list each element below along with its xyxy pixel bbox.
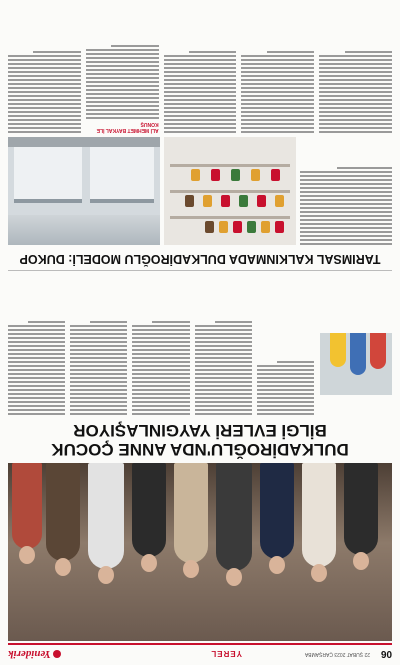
logo-mark-icon — [53, 650, 61, 658]
photo-person — [88, 463, 124, 569]
photo-person — [46, 463, 80, 561]
logo-text: Yeniderik — [8, 648, 51, 660]
bottom-story-mall-photo — [8, 137, 160, 245]
subhead: ALİ MEHMET BAYKAL İLE KONUŞ — [96, 121, 159, 133]
text-column — [257, 275, 314, 415]
photo-person — [132, 463, 166, 557]
masthead — [8, 643, 392, 659]
top-story-body — [8, 275, 392, 415]
text-column — [8, 275, 65, 415]
bottom-story-body — [8, 7, 392, 133]
text-column — [319, 7, 392, 133]
photo-person — [216, 463, 252, 571]
headline-line-2: BİLGİ EVLERİ YAYGINLAŞIYOR — [73, 421, 327, 440]
issue-date: 22 ŞUBAT 2023 ÇARŞAMBA — [304, 651, 370, 657]
text-column — [195, 275, 252, 415]
photo-person — [12, 463, 42, 549]
top-story-photo — [8, 463, 392, 641]
text-column — [86, 7, 159, 133]
text-column — [164, 7, 237, 133]
text-column — [70, 275, 127, 415]
photo-person — [302, 463, 336, 567]
section-label: YEREL — [210, 649, 242, 658]
top-story-headline — [8, 421, 392, 459]
bottom-story-store-photo — [164, 137, 296, 245]
text-column — [8, 7, 81, 133]
newspaper-logo — [8, 648, 61, 660]
photo-person — [260, 463, 294, 559]
bottom-story-headline: TARIMSAL KALKINMADA DULKADİROĞLU MODELİ: DUKOP — [8, 248, 392, 271]
headline-line-1: DULKADİROĞLU'NDA ANNE ÇOCUK — [51, 440, 349, 459]
text-column — [241, 7, 314, 133]
page-number: 06 — [380, 648, 392, 659]
photo-person — [344, 463, 378, 555]
text-column — [132, 275, 189, 415]
bottom-story-left-column — [300, 137, 392, 245]
photo-person — [174, 463, 208, 563]
